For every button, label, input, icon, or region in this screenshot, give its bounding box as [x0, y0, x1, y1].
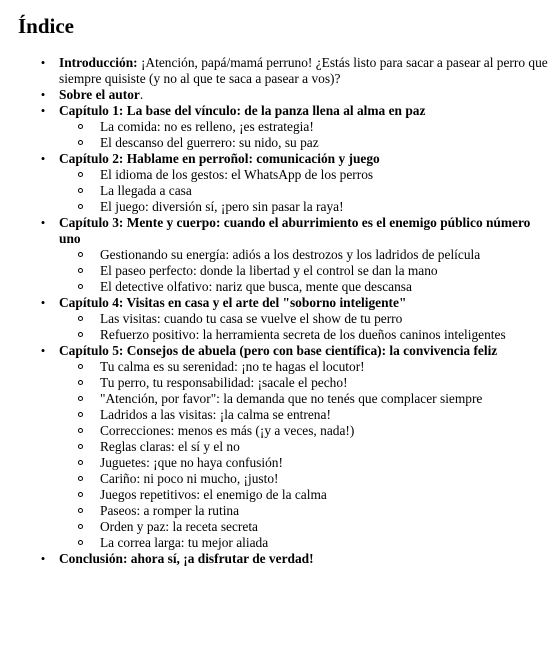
- circle-bullet-icon: [78, 524, 83, 529]
- sub-item-text: Orden y paz: la receta secreta: [100, 519, 258, 534]
- sub-item: [100, 279, 550, 295]
- circle-bullet-icon: [78, 476, 83, 481]
- toc-item-capitulo-4: [40, 295, 550, 343]
- sub-item: [100, 359, 550, 375]
- sub-item: [100, 375, 550, 391]
- toc-item-lead: Capítulo 2: Hablame en perroñol: comunicación y juego: [59, 151, 380, 166]
- sub-item-text: El idioma de los gestos: el WhatsApp de los perros: [100, 167, 374, 182]
- sub-item: [100, 407, 550, 423]
- sub-item-text: El juego: diversión sí, ¡pero sin pasar la raya!: [100, 199, 344, 214]
- toc-item-introduccion: [40, 55, 550, 87]
- sub-item: [100, 119, 550, 135]
- bullet-icon: •: [40, 551, 46, 566]
- circle-bullet-icon: [78, 284, 83, 289]
- circle-bullet-icon: [78, 508, 83, 513]
- toc-item-text: .: [139, 87, 144, 102]
- bullet-icon: •: [40, 103, 46, 118]
- toc-item-capitulo-3: [40, 215, 550, 295]
- circle-bullet-icon: [78, 188, 83, 193]
- toc-item-sobre-el-autor: [40, 87, 550, 103]
- sub-item-text: Cariño: ni poco ni mucho, ¡justo!: [100, 471, 279, 486]
- toc-item-conclusion: [40, 551, 550, 567]
- sub-item: [100, 503, 550, 519]
- sub-item-text: Refuerzo positivo: la herramienta secreta de los dueños caninos inteligentes: [100, 327, 506, 342]
- toc-item-lead: Introducción:: [59, 55, 138, 70]
- sub-item-text: El paseo perfecto: donde la libertad y el control se dan la mano: [100, 263, 438, 278]
- toc-item-lead: Capítulo 5: Consejos de abuela (pero con base científica): la convivencia feliz: [59, 343, 498, 358]
- sub-item-text: Juguetes: ¡que no haya confusión!: [100, 455, 283, 470]
- circle-bullet-icon: [78, 492, 83, 497]
- circle-bullet-icon: [78, 428, 83, 433]
- circle-bullet-icon: [78, 540, 83, 545]
- page-title: Índice: [18, 14, 75, 38]
- sub-item: [100, 135, 550, 151]
- sub-item: [100, 183, 550, 199]
- sub-item: [100, 263, 550, 279]
- sub-item-text: Tu perro, tu responsabilidad: ¡sacale el pecho!: [100, 375, 348, 390]
- circle-bullet-icon: [78, 396, 83, 401]
- circle-bullet-icon: [78, 332, 83, 337]
- sub-item: [100, 423, 550, 439]
- sub-item: [100, 439, 550, 455]
- toc-item-capitulo-2: [40, 151, 550, 215]
- sub-item: [100, 311, 550, 327]
- sub-item: [100, 519, 550, 535]
- sub-item-text: Gestionando su energía: adiós a los destrozos y los ladridos de película: [100, 247, 481, 262]
- table-of-contents: [0, 55, 550, 567]
- circle-bullet-icon: [78, 380, 83, 385]
- circle-bullet-icon: [78, 444, 83, 449]
- sub-item: [100, 167, 550, 183]
- bullet-icon: •: [40, 151, 46, 166]
- sub-item-text: Correcciones: menos es más (¡y a veces, nada!): [100, 423, 355, 438]
- circle-bullet-icon: [78, 412, 83, 417]
- bullet-icon: •: [40, 343, 46, 358]
- toc-item-capitulo-1: [40, 103, 550, 151]
- sub-item-text: Reglas claras: el sí y el no: [100, 439, 240, 454]
- circle-bullet-icon: [78, 140, 83, 145]
- sub-list: [59, 167, 550, 215]
- circle-bullet-icon: [78, 172, 83, 177]
- sub-item-text: La comida: no es relleno, ¡es estrategia!: [100, 119, 314, 134]
- toc-item-capitulo-5: [40, 343, 550, 551]
- toc-item-lead: Capítulo 3: Mente y cuerpo: cuando el aburrimiento es el enemigo público número uno: [59, 215, 531, 246]
- sub-list: [59, 119, 550, 151]
- circle-bullet-icon: [78, 204, 83, 209]
- sub-item: [100, 535, 550, 551]
- sub-item: [100, 471, 550, 487]
- sub-item: [100, 391, 550, 407]
- circle-bullet-icon: [78, 460, 83, 465]
- sub-item-text: "Atención, por favor": la demanda que no tenés que complacer siempre: [100, 391, 483, 406]
- bullet-icon: •: [40, 87, 46, 102]
- sub-item-text: La llegada a casa: [100, 183, 192, 198]
- circle-bullet-icon: [78, 316, 83, 321]
- sub-item-text: El detective olfativo: nariz que busca, mente que descansa: [100, 279, 412, 294]
- sub-item: [100, 487, 550, 503]
- sub-item-text: Juegos repetitivos: el enemigo de la calma: [100, 487, 327, 502]
- sub-item-text: Tu calma es su serenidad: ¡no te hagas el locutor!: [100, 359, 365, 374]
- circle-bullet-icon: [78, 252, 83, 257]
- toc-item-lead: Capítulo 4: Visitas en casa y el arte del "soborno inteligente": [59, 295, 407, 310]
- toc-item-text: ¡Atención, papá/mamá perruno! ¿Estás listo para sacar a pasear al perro que siempre quisiste (y no al que te saca a pasear a vos)?: [59, 55, 548, 86]
- toc-item-lead: Sobre el autor: [59, 87, 140, 102]
- sub-item: [100, 327, 550, 343]
- sub-item: [100, 247, 550, 263]
- bullet-icon: •: [40, 215, 46, 230]
- sub-item: [100, 455, 550, 471]
- toc-item-lead: Conclusión: ahora sí, ¡a disfrutar de verdad!: [59, 551, 314, 566]
- circle-bullet-icon: [78, 364, 83, 369]
- bullet-icon: •: [40, 295, 46, 310]
- sub-item-text: La correa larga: tu mejor aliada: [100, 535, 269, 550]
- toc-item-lead: Capítulo 1: La base del vínculo: de la panza llena al alma en paz: [59, 103, 426, 118]
- sub-item-text: El descanso del guerrero: su nido, su paz: [100, 135, 319, 150]
- sub-list: [59, 311, 550, 343]
- bullet-icon: •: [40, 55, 46, 70]
- sub-item-text: Las visitas: cuando tu casa se vuelve el show de tu perro: [100, 311, 403, 326]
- sub-list: [59, 247, 550, 295]
- sub-item-text: Ladridos a las visitas: ¡la calma se entrena!: [100, 407, 331, 422]
- sub-item-text: Paseos: a romper la rutina: [100, 503, 240, 518]
- sub-item: [100, 199, 550, 215]
- circle-bullet-icon: [78, 124, 83, 129]
- sub-list: [59, 359, 550, 551]
- circle-bullet-icon: [78, 268, 83, 273]
